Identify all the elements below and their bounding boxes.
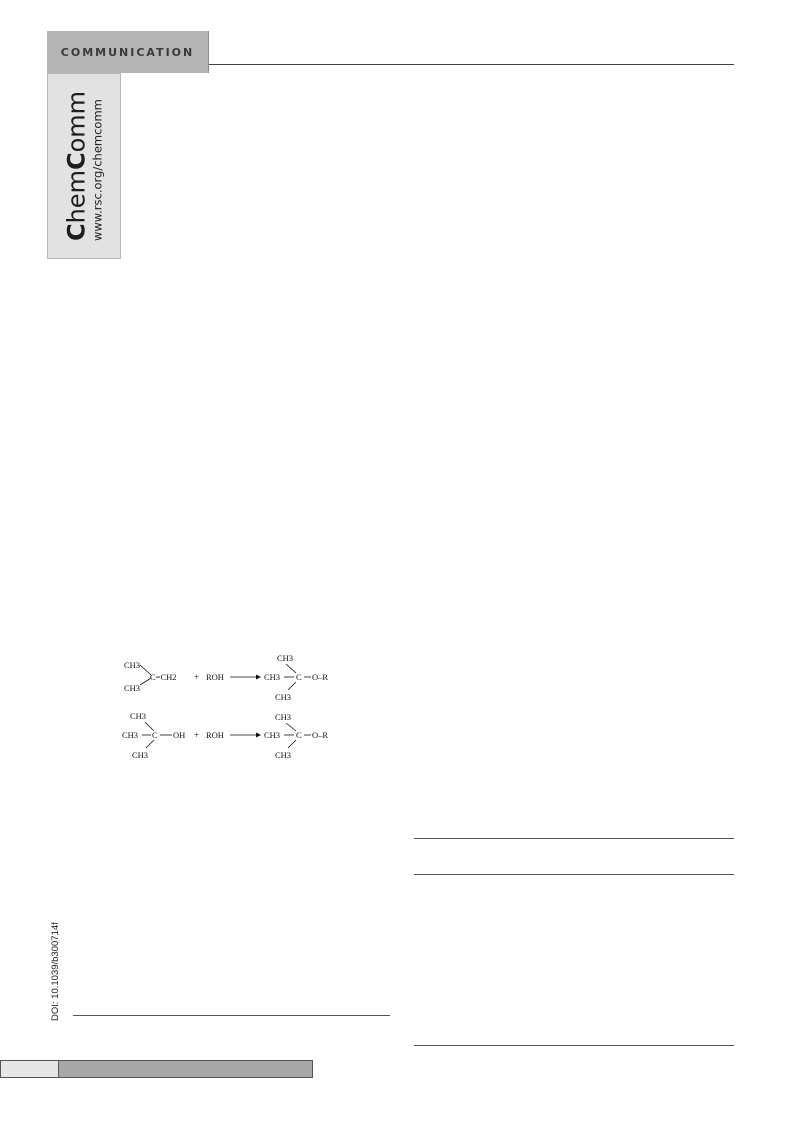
journal-url: www.rsc.org/chemcomm bbox=[90, 99, 105, 242]
header-rule bbox=[209, 64, 734, 65]
r2-alcohol: ROH bbox=[206, 730, 224, 740]
section-tab bbox=[47, 31, 209, 73]
r2-bond-bottom bbox=[146, 740, 154, 748]
r2-arrow-head bbox=[256, 733, 261, 738]
r2-product-bond-top bbox=[286, 723, 296, 731]
r2-reactant-core: C bbox=[152, 730, 158, 740]
r2-product-bond-bottom bbox=[288, 740, 296, 748]
reaction-scheme bbox=[118, 648, 354, 764]
journal-name-c2: C bbox=[62, 152, 91, 171]
r1-reactant-core: C=CH2 bbox=[150, 672, 177, 682]
journal-name bbox=[64, 91, 90, 241]
journal-name-hem: hem bbox=[62, 170, 91, 224]
r2-product-top: CH3 bbox=[275, 712, 292, 722]
r1-product-bond-bottom bbox=[288, 682, 296, 690]
r1-product-bottom: CH3 bbox=[275, 692, 292, 702]
r1-alcohol: ROH bbox=[206, 672, 224, 682]
section-label: COMMUNICATION bbox=[60, 45, 195, 59]
r1-product-left: CH3 bbox=[264, 672, 281, 682]
table-top-rule bbox=[414, 838, 734, 839]
r2-plus: + bbox=[194, 730, 200, 740]
r1-arrow-head bbox=[256, 675, 261, 680]
r1-reactant-top: CH3 bbox=[124, 660, 141, 670]
r2-product-left: CH3 bbox=[264, 730, 281, 740]
r2-product-center: C bbox=[296, 730, 302, 740]
r1-reactant-bottom: CH3 bbox=[124, 683, 141, 693]
r1-product-bond-top bbox=[286, 664, 296, 673]
r2-reactant-group: OH bbox=[173, 730, 186, 740]
journal-logo bbox=[64, 91, 105, 241]
r1-product-top: CH3 bbox=[277, 653, 294, 663]
table-header-rule bbox=[414, 874, 734, 875]
r1-plus: + bbox=[194, 672, 200, 682]
journal-logo-box bbox=[47, 73, 121, 259]
journal-name-c1: C bbox=[62, 223, 91, 242]
footer-bar-right bbox=[58, 1060, 313, 1078]
r2-product-bottom: CH3 bbox=[275, 750, 292, 760]
r2-reactant-bottom: CH3 bbox=[132, 750, 149, 760]
r1-product-ether: O–R bbox=[312, 672, 329, 682]
r2-reactant-left: CH3 bbox=[122, 730, 139, 740]
doi: DOI: 10.1039/b300714f bbox=[50, 922, 61, 1021]
footer-bar-left bbox=[0, 1060, 59, 1078]
footnote-rule bbox=[73, 1015, 390, 1016]
r2-reactant-top: CH3 bbox=[130, 711, 147, 721]
table-bottom-rule bbox=[414, 1045, 734, 1046]
journal-name-omm: omm bbox=[62, 90, 91, 153]
r2-product-ether: O–R bbox=[312, 730, 329, 740]
r1-product-center: C bbox=[296, 672, 302, 682]
